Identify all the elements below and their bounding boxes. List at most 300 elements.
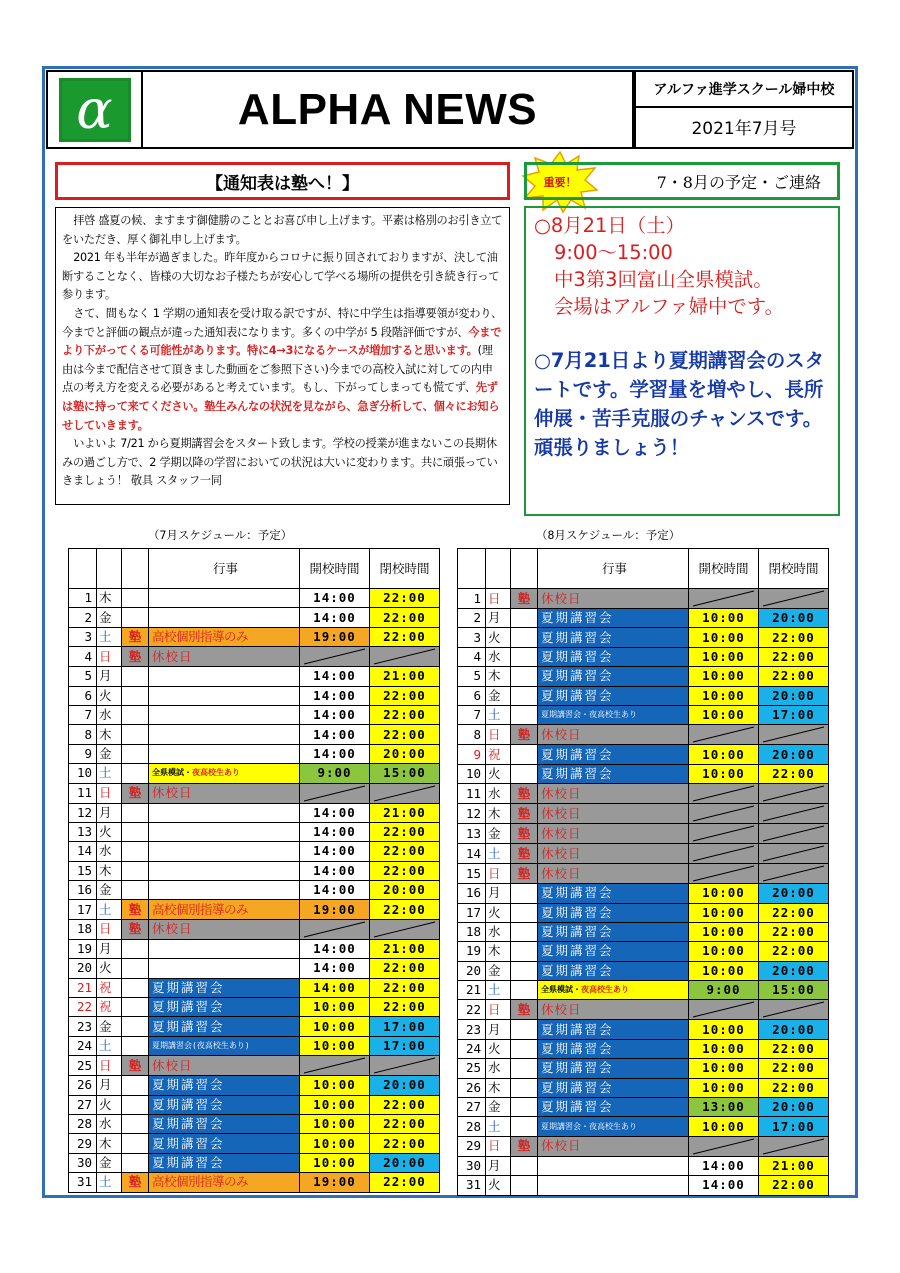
event: 夏期講習会 xyxy=(538,903,689,922)
open-time: 10:00 xyxy=(689,942,759,961)
open-time: 14:00 xyxy=(689,1176,759,1195)
juku-mark: 塾 xyxy=(511,844,538,864)
event xyxy=(149,744,300,763)
event: 高校個別指導のみ xyxy=(149,900,300,919)
notice-warning: 先ずは塾に持って来てください。塾生みんなの状況を見ながら、急ぎ分析して、個々にお知らせしていきます。 xyxy=(62,381,500,432)
day-number: 27 xyxy=(458,1098,486,1117)
event: 休校日 xyxy=(538,784,689,804)
notice-title: 【通知表は塾へ！】 xyxy=(55,162,510,200)
juku-mark xyxy=(122,1017,149,1036)
juku-mark xyxy=(122,764,149,783)
weekday: 金 xyxy=(97,881,122,900)
weekday: 木 xyxy=(97,861,122,880)
event xyxy=(149,803,300,822)
day-number: 16 xyxy=(69,881,97,900)
juku-mark xyxy=(122,1076,149,1095)
juku-mark xyxy=(511,942,538,961)
day-number: 9 xyxy=(69,744,97,763)
event: 夏期講習会 xyxy=(538,1039,689,1058)
col-event-header: 行事 xyxy=(149,549,300,589)
day-number: 29 xyxy=(458,1136,486,1156)
day-number: 6 xyxy=(458,686,486,705)
close-time: 22:00 xyxy=(370,1134,440,1153)
open-time: 19:00 xyxy=(300,627,370,646)
close-time-none xyxy=(759,844,829,864)
weekday: 水 xyxy=(486,1059,511,1078)
calendar-row xyxy=(69,744,440,763)
school-name: アルファ進学スクール婦中校 xyxy=(634,70,854,108)
event: 夏期講習会 xyxy=(538,1059,689,1078)
juku-mark xyxy=(511,1098,538,1117)
close-time: 22:00 xyxy=(759,1078,829,1097)
calendar-row xyxy=(458,942,829,961)
juku-mark xyxy=(511,1156,538,1175)
day-number: 22 xyxy=(69,998,97,1017)
juku-mark: 塾 xyxy=(511,804,538,824)
close-time: 22:00 xyxy=(370,627,440,646)
close-time: 17:00 xyxy=(759,1117,829,1136)
close-time: 22:00 xyxy=(759,647,829,666)
event: 夏期講習会 xyxy=(149,1076,300,1095)
juku-mark: 塾 xyxy=(511,824,538,844)
notice-item-summer: ○7月21日より夏期講習会のスタートです。学習量を増やし、長所伸展・苦手克服のチャンスです。頑張りましょう！ xyxy=(534,349,825,459)
open-time: 19:00 xyxy=(300,1173,370,1192)
event: 夏期講習会・夜高校生あり xyxy=(538,1117,689,1136)
event: 夏期講習会 xyxy=(538,961,689,980)
calendar-row xyxy=(69,1095,440,1114)
juku-mark xyxy=(511,1020,538,1039)
notice-item-text: 会場はアルファ婦中です。 xyxy=(554,295,784,318)
day-number: 14 xyxy=(69,842,97,861)
juku-mark xyxy=(122,978,149,997)
open-time-none xyxy=(689,589,759,609)
weekday: 金 xyxy=(97,1153,122,1172)
day-number: 27 xyxy=(69,1095,97,1114)
event: 夏期講習会 xyxy=(538,686,689,705)
calendar-row xyxy=(69,1036,440,1055)
event: 夏期講習会 xyxy=(149,1153,300,1172)
juku-mark: 塾 xyxy=(122,1173,149,1192)
day-number: 8 xyxy=(69,725,97,744)
day-number: 20 xyxy=(458,961,486,980)
close-time-none xyxy=(759,725,829,745)
day-number: 15 xyxy=(458,864,486,884)
day-number: 17 xyxy=(458,903,486,922)
event: 休校日 xyxy=(538,824,689,844)
calendar-row xyxy=(69,998,440,1017)
notice-warning: 今までより下がってくる可能性があります。特に4→3になるケースが増加すると思います。 xyxy=(62,325,502,358)
juku-mark xyxy=(122,822,149,841)
close-time: 22:00 xyxy=(370,608,440,627)
weekday: 水 xyxy=(486,922,511,941)
juku-mark xyxy=(122,1114,149,1133)
weekday: 金 xyxy=(486,686,511,705)
weekday: 日 xyxy=(486,1136,511,1156)
open-time: 14:00 xyxy=(300,744,370,763)
close-time-none xyxy=(370,647,440,667)
calendar-row xyxy=(458,961,829,980)
calendar-row xyxy=(69,608,440,627)
weekday: 火 xyxy=(486,903,511,922)
day-number: 6 xyxy=(69,686,97,705)
col-open-header: 開校時間 xyxy=(689,549,759,589)
close-time: 20:00 xyxy=(759,1020,829,1039)
juku-mark xyxy=(122,667,149,686)
weekday: 木 xyxy=(486,942,511,961)
important-badge: 重要！ xyxy=(521,150,599,214)
weekday: 月 xyxy=(97,803,122,822)
close-time: 15:00 xyxy=(759,981,829,1000)
weekday: 火 xyxy=(97,959,122,978)
weekday: 金 xyxy=(97,608,122,627)
event: 夏期講習会 xyxy=(538,1078,689,1097)
calendar-row xyxy=(69,919,440,939)
close-time-none xyxy=(759,804,829,824)
calendar-row xyxy=(458,884,829,903)
open-time-none xyxy=(300,919,370,939)
weekday: 金 xyxy=(97,744,122,763)
close-time: 22:00 xyxy=(370,959,440,978)
close-time: 20:00 xyxy=(759,1098,829,1117)
day-number: 22 xyxy=(458,1000,486,1020)
open-time: 10:00 xyxy=(689,903,759,922)
juku-mark xyxy=(122,803,149,822)
juku-mark xyxy=(511,705,538,724)
event: 夏期講習会 xyxy=(538,764,689,783)
july-calendar xyxy=(68,548,440,1193)
day-number: 23 xyxy=(69,1017,97,1036)
day-number: 24 xyxy=(69,1036,97,1055)
juku-mark xyxy=(511,884,538,903)
juku-mark xyxy=(511,1059,538,1078)
day-number: 3 xyxy=(69,627,97,646)
weekday: 金 xyxy=(486,824,511,844)
close-time: 22:00 xyxy=(759,667,829,686)
open-time: 10:00 xyxy=(689,884,759,903)
notice-paragraph: 拝啓 盛夏の候、ますます御健勝のこととお喜び申し上げます。平素は格別のお引き立てをいただき、厚く御礼申し上げます。 xyxy=(62,214,503,246)
day-number: 31 xyxy=(69,1173,97,1192)
close-time: 22:00 xyxy=(759,1176,829,1195)
calendar-row xyxy=(458,745,829,764)
event: 休校日 xyxy=(149,783,300,803)
open-time: 14:00 xyxy=(300,608,370,627)
calendar-row xyxy=(458,628,829,647)
event xyxy=(149,822,300,841)
weekday: 月 xyxy=(486,884,511,903)
weekday: 火 xyxy=(486,628,511,647)
open-time: 10:00 xyxy=(300,1076,370,1095)
day-number: 5 xyxy=(458,667,486,686)
col-event-header: 行事 xyxy=(538,549,689,589)
weekday: 木 xyxy=(486,1078,511,1097)
open-time-none xyxy=(689,824,759,844)
day-number: 19 xyxy=(69,939,97,958)
event: 夏期講習会 xyxy=(149,1017,300,1036)
calendar-row xyxy=(69,764,440,783)
open-time: 10:00 xyxy=(689,628,759,647)
open-time: 14:00 xyxy=(689,1156,759,1175)
event: 休校日 xyxy=(538,864,689,884)
close-time: 22:00 xyxy=(370,1114,440,1133)
open-time: 13:00 xyxy=(689,1098,759,1117)
close-time: 22:00 xyxy=(759,764,829,783)
calendar-row xyxy=(69,589,440,608)
open-time-none xyxy=(689,804,759,824)
day-number: 10 xyxy=(458,764,486,783)
calendar-row xyxy=(458,1117,829,1136)
juku-mark xyxy=(122,939,149,958)
day-number: 16 xyxy=(458,884,486,903)
weekday: 水 xyxy=(486,784,511,804)
event: 夏期講習会 xyxy=(538,628,689,647)
close-time: 20:00 xyxy=(370,1076,440,1095)
close-time: 20:00 xyxy=(759,686,829,705)
open-time: 14:00 xyxy=(300,589,370,608)
calendar-row xyxy=(458,844,829,864)
day-number: 13 xyxy=(458,824,486,844)
event: 夏期講習会 xyxy=(538,609,689,628)
open-time: 10:00 xyxy=(689,922,759,941)
weekday: 日 xyxy=(97,1056,122,1076)
event: 高校個別指導のみ xyxy=(149,627,300,646)
open-time-none xyxy=(689,1000,759,1020)
juku-mark xyxy=(511,1078,538,1097)
event: 夏期講習会 xyxy=(149,1095,300,1114)
weekday: 日 xyxy=(486,864,511,884)
event: 休校日 xyxy=(149,919,300,939)
event: 休校日 xyxy=(149,647,300,667)
day-number: 24 xyxy=(458,1039,486,1058)
day-number: 10 xyxy=(69,764,97,783)
open-time: 10:00 xyxy=(689,1020,759,1039)
event: 高校個別指導のみ xyxy=(149,1173,300,1192)
juku-mark: 塾 xyxy=(122,627,149,646)
weekday: 月 xyxy=(97,667,122,686)
open-time-none xyxy=(300,1056,370,1076)
close-time: 22:00 xyxy=(370,822,440,841)
open-time-none xyxy=(689,1136,759,1156)
weekday: 土 xyxy=(97,627,122,646)
close-time: 15:00 xyxy=(370,764,440,783)
open-time: 19:00 xyxy=(300,900,370,919)
day-number: 28 xyxy=(458,1117,486,1136)
day-number: 31 xyxy=(458,1176,486,1195)
calendar-row xyxy=(69,1017,440,1036)
col-juku xyxy=(122,549,149,589)
open-time: 10:00 xyxy=(689,647,759,666)
open-time: 14:00 xyxy=(300,803,370,822)
open-time: 14:00 xyxy=(300,978,370,997)
newsletter-title: ALPHA NEWS xyxy=(143,70,634,149)
day-number: 12 xyxy=(458,804,486,824)
close-time: 22:00 xyxy=(370,686,440,705)
close-time: 22:00 xyxy=(370,998,440,1017)
juku-mark xyxy=(122,959,149,978)
event: 休校日 xyxy=(538,1136,689,1156)
close-time: 20:00 xyxy=(370,881,440,900)
weekday: 日 xyxy=(97,647,122,667)
open-time: 14:00 xyxy=(300,667,370,686)
calendar-row xyxy=(69,1173,440,1192)
juku-mark xyxy=(511,764,538,783)
close-time: 20:00 xyxy=(759,961,829,980)
calendar-row xyxy=(69,705,440,724)
day-number: 2 xyxy=(458,609,486,628)
weekday: 木 xyxy=(97,1134,122,1153)
open-time-none xyxy=(689,864,759,884)
day-number: 25 xyxy=(458,1059,486,1078)
open-time: 14:00 xyxy=(300,959,370,978)
calendar-row xyxy=(458,1020,829,1039)
open-time: 14:00 xyxy=(300,725,370,744)
juku-mark xyxy=(122,686,149,705)
weekday: 月 xyxy=(486,609,511,628)
open-time: 14:00 xyxy=(300,705,370,724)
weekday: 月 xyxy=(486,1156,511,1175)
event xyxy=(149,589,300,608)
juku-mark xyxy=(122,861,149,880)
weekday: 金 xyxy=(97,1017,122,1036)
weekday: 日 xyxy=(97,783,122,803)
close-time: 17:00 xyxy=(759,705,829,724)
close-time: 21:00 xyxy=(370,803,440,822)
calendar-row xyxy=(458,1156,829,1175)
weekday: 火 xyxy=(486,764,511,783)
close-time: 22:00 xyxy=(370,1173,440,1192)
day-number: 14 xyxy=(458,844,486,864)
day-number: 1 xyxy=(69,589,97,608)
event: 夏期講習会(夜高校生あり) xyxy=(149,1036,300,1055)
open-time: 10:00 xyxy=(300,1153,370,1172)
open-time-none xyxy=(300,647,370,667)
open-time: 10:00 xyxy=(300,1134,370,1153)
event: 休校日 xyxy=(538,589,689,609)
open-time: 14:00 xyxy=(300,822,370,841)
event: 夏期講習会 xyxy=(538,884,689,903)
close-time: 17:00 xyxy=(370,1036,440,1055)
schedule-notice-body xyxy=(524,206,840,516)
juku-mark xyxy=(511,628,538,647)
close-time: 20:00 xyxy=(759,884,829,903)
event: 夏期講習会 xyxy=(538,647,689,666)
calendar-row xyxy=(69,959,440,978)
juku-mark: 塾 xyxy=(511,784,538,804)
col-weekday xyxy=(486,549,511,589)
notice-item-text: 中3第3回富山全県模試。 xyxy=(554,268,773,291)
day-number: 7 xyxy=(69,705,97,724)
event xyxy=(149,725,300,744)
calendar-row xyxy=(69,686,440,705)
juku-mark xyxy=(122,1036,149,1055)
col-day xyxy=(69,549,97,589)
day-number: 18 xyxy=(458,922,486,941)
event: 夏期講習会 xyxy=(149,998,300,1017)
close-time: 22:00 xyxy=(370,978,440,997)
close-time: 22:00 xyxy=(370,842,440,861)
day-number: 13 xyxy=(69,822,97,841)
close-time-none xyxy=(370,783,440,803)
close-time: 22:00 xyxy=(370,725,440,744)
calendar-row xyxy=(69,667,440,686)
juku-mark xyxy=(122,725,149,744)
event xyxy=(538,1176,689,1195)
day-number: 30 xyxy=(458,1156,486,1175)
notice-item-time: 9:00～15:00 xyxy=(554,241,673,264)
close-time: 20:00 xyxy=(370,1153,440,1172)
close-time: 20:00 xyxy=(370,744,440,763)
event xyxy=(149,686,300,705)
day-number: 9 xyxy=(458,745,486,764)
open-time: 10:00 xyxy=(689,667,759,686)
juku-mark xyxy=(122,1095,149,1114)
close-time: 21:00 xyxy=(370,667,440,686)
calendar-row xyxy=(69,1134,440,1153)
juku-mark xyxy=(511,1176,538,1195)
open-time: 14:00 xyxy=(300,842,370,861)
calendar-row xyxy=(69,1056,440,1076)
weekday: 土 xyxy=(97,900,122,919)
calendar-row xyxy=(458,705,829,724)
juku-mark xyxy=(511,1117,538,1136)
weekday: 金 xyxy=(486,1098,511,1117)
notice-paragraph: さて、間もなく 1 学期の通知表を受け取る訳ですが、特に中学生は指導要領が変わり、今までと評価の観点が違った通知表になります。多くの中学が 5 段階評価ですが、今までより下がってくる可能性があります。特に4→3になるケースが増加すると思います。(理由は今まで配信させて頂きました動画をご参照下さい)今までの高校入試に対しての内申点の考え方を変える必要があると考えています。もし、下がってしまっても慌てず、先ずは塾に持って来てください。塾生みんなの状況を見ながら、急ぎ分析して、個々にお知らせしていきます。 xyxy=(62,306,503,432)
juku-mark xyxy=(122,1153,149,1172)
close-time: 22:00 xyxy=(370,589,440,608)
event: 休校日 xyxy=(538,1000,689,1020)
calendar-row xyxy=(458,647,829,666)
juku-mark xyxy=(122,589,149,608)
day-number: 28 xyxy=(69,1114,97,1133)
calendar-row xyxy=(69,939,440,958)
close-time: 20:00 xyxy=(759,745,829,764)
col-day xyxy=(458,549,486,589)
close-time: 21:00 xyxy=(759,1156,829,1175)
event: 全県模試・夜高校生あり xyxy=(538,981,689,1000)
event xyxy=(538,1156,689,1175)
open-time: 10:00 xyxy=(689,1078,759,1097)
juku-mark xyxy=(511,745,538,764)
calendar-row xyxy=(458,667,829,686)
event: 夏期講習会・夜高校生あり xyxy=(538,705,689,724)
open-time: 10:00 xyxy=(689,764,759,783)
event: 夏期講習会 xyxy=(538,1020,689,1039)
event xyxy=(149,881,300,900)
calendar-row xyxy=(69,842,440,861)
open-time: 9:00 xyxy=(300,764,370,783)
calendar-row xyxy=(458,609,829,628)
open-time: 10:00 xyxy=(300,1017,370,1036)
calendar-row xyxy=(458,784,829,804)
close-time-none xyxy=(759,1136,829,1156)
day-number: 15 xyxy=(69,861,97,880)
logo xyxy=(46,70,143,149)
calendar-row xyxy=(69,1114,440,1133)
calendar-row xyxy=(69,647,440,667)
juku-mark: 塾 xyxy=(122,919,149,939)
open-time: 10:00 xyxy=(300,1114,370,1133)
calendar-row xyxy=(458,922,829,941)
weekday: 水 xyxy=(97,1114,122,1133)
close-time: 22:00 xyxy=(759,1059,829,1078)
open-time-none xyxy=(689,844,759,864)
close-time-none xyxy=(370,919,440,939)
calendar-row xyxy=(458,589,829,609)
weekday: 火 xyxy=(97,1095,122,1114)
juku-mark xyxy=(511,667,538,686)
day-number: 18 xyxy=(69,919,97,939)
day-number: 11 xyxy=(458,784,486,804)
day-number: 1 xyxy=(458,589,486,609)
